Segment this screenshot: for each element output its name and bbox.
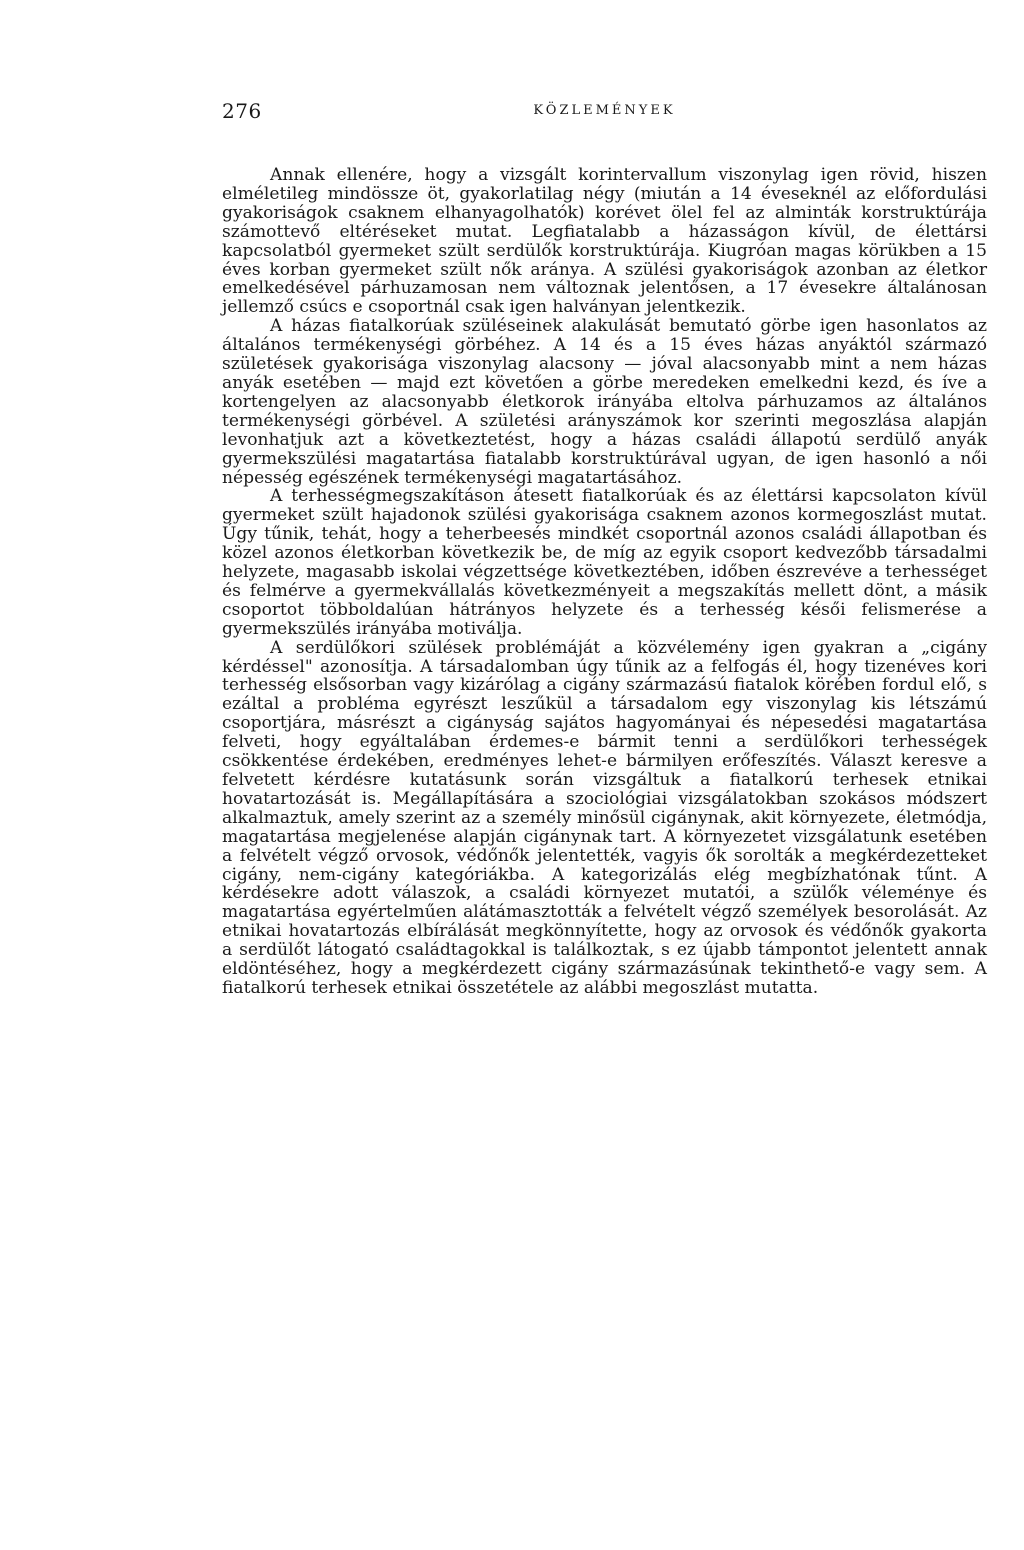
page-header [222, 99, 987, 129]
page-number: 276 [222, 99, 262, 123]
paragraph: A terhességmegszakításon átesett fiatalkorúak és az élettársi kapcsolaton kívül gyermeket szült hajadonok szülési gyakorisága csaknem azonos kormegoszlást mutat. Úgy tűnik, tehát, hogy a teherbeesés mindkét csoportnál azonos családi állapotban és közel azonos életkorban következik be, de míg az egyik csoport kedvezőbb társadalmi helyzete, magasabb iskolai végzettsége következtében, időben észrevéve a terhességet és felmérve a gyermekvállalás következményeit a megszakítás mellett dönt, a másik csoportot többoldalúan hátrányos helyzete és a terhesség késői felismerése a gyermekszülés irányába motiválja. [222, 486, 987, 639]
paragraph: A házas fiatalkorúak szüléseinek alakulását bemutató görbe igen hasonlatos az általános termékenységi görbéhez. A 14 és a 15 éves házas anyáktól származó születések gyakorisága viszonylag alacsony — jóval alacsonyabb mint a nem házas anyák esetében — majd ezt követően a görbe meredeken emelkedni kezd, és íve a kortengelyen az alacsonyabb életkorok irányába eltolva párhuzamos az általános termékenységi görbével. A születési arányszámok kor szerinti megoszlása alapján levonhatjuk azt a következtetést, hogy a házas családi állapotú serdülő anyák gyermekszülési magatartása fiatalabb korstruktúrával ugyan, de igen hasonló a női népesség egészének termékenységi magatartásához. [222, 316, 987, 488]
paragraph: A serdülőkori szülések problémáját a közvélemény igen gyakran a „cigány kérdéssel" azonosítja. A társadalomban úgy tűnik az a felfogás él, hogy tizenéves kori terhesség elsősorban vagy kizárólag a cigány származású fiatalok körében fordul elő, s ezáltal a probléma egyrészt leszűkül a társadalom egy viszonylag kis létszámú csoportjára, másrészt a cigányság sajátos hagyományai és népesedési magatartása felveti, hogy egyáltalában érdemes-e bármit tenni a serdülőkori terhességek csökkentése érdekében, eredményes lehet-e bármilyen erőfeszítés. Választ keresve a felvetett kérdésre kutatásunk során vizsgáltuk a fiatalkorú terhesek etnikai hovatartozását is. Megállapítására a szociológiai vizsgálatokban szokásos módszert alkalmaztuk, amely szerint az a személy minősül cigánynak, akit környezete, életmódja, magatartása megjelenése alapján cigánynak tart. A környezetet vizsgálatunk esetében a felvételt végző orvosok, védőnők jelentették, vagyis ők sorolták a megkérdezetteket cigány, nem-cigány kategóriákba. A kategorizálás elég megbízhatónak tűnt. A kérdésekre adott válaszok, a családi környezet mutatói, a szülők véleménye és magatartása egyértelműen alátámasztották a felvételt végző személyek besorolását. Az etnikai hovatartozás elbírálását megkönnyítette, hogy az orvosok és védőnők gyakorta a serdülőt látogató családtagokkal is találkoztak, s ez újabb támpontot jelentett annak eldöntéséhez, hogy a megkérdezett cigány származásúnak tekinthető-e vagy sem. A fiatalkorú terhesek etnikai összetétele az alábbi megoszlást mutatta. [222, 637, 987, 998]
running-head: KÖZLEMÉNYEK [533, 103, 676, 118]
paragraph: Annak ellenére, hogy a vizsgált korintervallum viszonylag igen rövid, hiszen elméletileg mindössze öt, gyakorlatilag négy (miután a 14 éveseknél az előfordulási gyakoriságok csaknem elhanyagolhatók) korévet ölel fel az alminták korstruktúrája számottevő eltéréseket mutat. Legfiatalabb a házasságon kívül, de élettársi kapcsolatból gyermeket szült serdülők korstruktúrája. Kiugróan magas körükben a 15 éves korban gyermeket szült nők aránya. A szülési gyakoriságok azonban az életkor emelkedésével párhuzamosan nem változnak jelentősen, a 17 évesekre általánosan jellemző csúcs e csoportnál csak igen halványan jelentkezik. [222, 165, 987, 318]
body-text [222, 166, 987, 998]
